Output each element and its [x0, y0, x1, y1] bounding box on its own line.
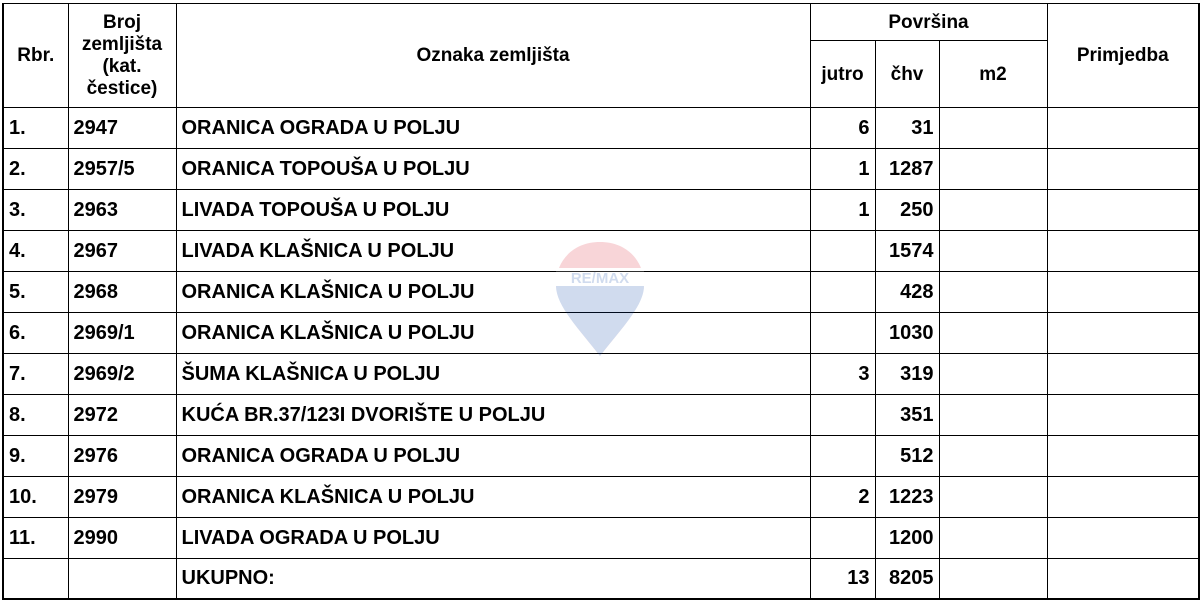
cell-oznaka: LIVADA TOPOUŠA U POLJU	[176, 190, 810, 231]
cell-broj: 2990	[68, 518, 176, 559]
cell-broj: 2979	[68, 477, 176, 518]
total-rbr	[3, 559, 68, 600]
cell-primjedba	[1047, 477, 1199, 518]
cell-oznaka: ORANICA OGRADA U POLJU	[176, 108, 810, 149]
cell-jutro	[810, 313, 875, 354]
cell-chv: 1200	[875, 518, 939, 559]
cell-oznaka: ORANICA KLAŠNICA U POLJU	[176, 272, 810, 313]
table-row	[3, 436, 1199, 477]
header-oznaka-zemljista: Oznaka zemljišta	[176, 4, 810, 108]
table-row	[3, 518, 1199, 559]
cell-primjedba	[1047, 190, 1199, 231]
total-row	[3, 559, 1199, 600]
cell-oznaka: ORANICA KLAŠNICA U POLJU	[176, 477, 810, 518]
cell-broj: 2957/5	[68, 149, 176, 190]
cell-m2	[939, 354, 1047, 395]
cell-chv: 1574	[875, 231, 939, 272]
total-jutro: 13	[810, 559, 875, 600]
cell-chv: 512	[875, 436, 939, 477]
table-row	[3, 149, 1199, 190]
cell-chv: 31	[875, 108, 939, 149]
cell-oznaka: ŠUMA KLAŠNICA U POLJU	[176, 354, 810, 395]
cell-jutro: 1	[810, 149, 875, 190]
total-m2	[939, 559, 1047, 600]
total-chv: 8205	[875, 559, 939, 600]
cell-broj: 2963	[68, 190, 176, 231]
cell-m2	[939, 518, 1047, 559]
cell-rbr: 3.	[3, 190, 68, 231]
cell-primjedba	[1047, 436, 1199, 477]
cell-rbr: 10.	[3, 477, 68, 518]
cell-primjedba	[1047, 395, 1199, 436]
total-broj	[68, 559, 176, 600]
cell-oznaka: KUĆA BR.37/123I DVORIŠTE U POLJU	[176, 395, 810, 436]
cell-chv: 428	[875, 272, 939, 313]
cell-m2	[939, 313, 1047, 354]
header-chv: čhv	[875, 41, 939, 108]
cell-m2	[939, 395, 1047, 436]
table-row	[3, 190, 1199, 231]
cell-oznaka: ORANICA KLAŠNICA U POLJU	[176, 313, 810, 354]
cell-chv: 250	[875, 190, 939, 231]
cell-m2	[939, 272, 1047, 313]
cell-chv: 1223	[875, 477, 939, 518]
cell-jutro	[810, 518, 875, 559]
cell-broj: 2967	[68, 231, 176, 272]
cell-jutro	[810, 395, 875, 436]
cell-primjedba	[1047, 313, 1199, 354]
table-row	[3, 354, 1199, 395]
cell-m2	[939, 108, 1047, 149]
cell-primjedba	[1047, 231, 1199, 272]
land-parcel-table	[2, 3, 1200, 600]
table-row	[3, 395, 1199, 436]
cell-chv: 1030	[875, 313, 939, 354]
cell-jutro: 3	[810, 354, 875, 395]
header-povrsina: Površina	[810, 4, 1047, 41]
cell-rbr: 1.	[3, 108, 68, 149]
table-row	[3, 231, 1199, 272]
cell-broj: 2972	[68, 395, 176, 436]
table-row	[3, 313, 1199, 354]
header-m2: m2	[939, 41, 1047, 108]
cell-broj: 2968	[68, 272, 176, 313]
cell-primjedba	[1047, 354, 1199, 395]
cell-rbr: 5.	[3, 272, 68, 313]
cell-rbr: 11.	[3, 518, 68, 559]
header-primjedba: Primjedba	[1047, 4, 1199, 108]
cell-rbr: 2.	[3, 149, 68, 190]
cell-m2	[939, 231, 1047, 272]
cell-jutro: 1	[810, 190, 875, 231]
cell-jutro	[810, 436, 875, 477]
cell-primjedba	[1047, 108, 1199, 149]
table-body	[3, 108, 1199, 600]
total-primjedba	[1047, 559, 1199, 600]
watermark-text: RE/MAX	[570, 270, 630, 287]
cell-jutro: 6	[810, 108, 875, 149]
total-label: UKUPNO:	[176, 559, 810, 600]
cell-oznaka: ORANICA OGRADA U POLJU	[176, 436, 810, 477]
cell-jutro	[810, 272, 875, 313]
cell-rbr: 8.	[3, 395, 68, 436]
cell-chv: 1287	[875, 149, 939, 190]
cell-oznaka: LIVADA OGRADA U POLJU	[176, 518, 810, 559]
cell-m2	[939, 190, 1047, 231]
cell-primjedba	[1047, 272, 1199, 313]
cell-broj: 2969/2	[68, 354, 176, 395]
cell-broj: 2976	[68, 436, 176, 477]
table-row	[3, 108, 1199, 149]
cell-rbr: 6.	[3, 313, 68, 354]
header-jutro: jutro	[810, 41, 875, 108]
cell-m2	[939, 477, 1047, 518]
header-rbr: Rbr.	[3, 4, 68, 108]
cell-primjedba	[1047, 149, 1199, 190]
cell-broj: 2969/1	[68, 313, 176, 354]
cell-rbr: 9.	[3, 436, 68, 477]
cell-m2	[939, 436, 1047, 477]
cell-oznaka: ORANICA TOPOUŠA U POLJU	[176, 149, 810, 190]
cell-chv: 351	[875, 395, 939, 436]
table-row	[3, 477, 1199, 518]
cell-m2	[939, 149, 1047, 190]
cell-chv: 319	[875, 354, 939, 395]
cell-jutro	[810, 231, 875, 272]
cell-primjedba	[1047, 518, 1199, 559]
cell-oznaka: LIVADA KLAŠNICA U POLJU	[176, 231, 810, 272]
cell-broj: 2947	[68, 108, 176, 149]
cell-jutro: 2	[810, 477, 875, 518]
cell-rbr: 4.	[3, 231, 68, 272]
header-broj-zemljista: Broj zemljišta (kat. čestice)	[68, 4, 176, 108]
table-row	[3, 272, 1199, 313]
cell-rbr: 7.	[3, 354, 68, 395]
